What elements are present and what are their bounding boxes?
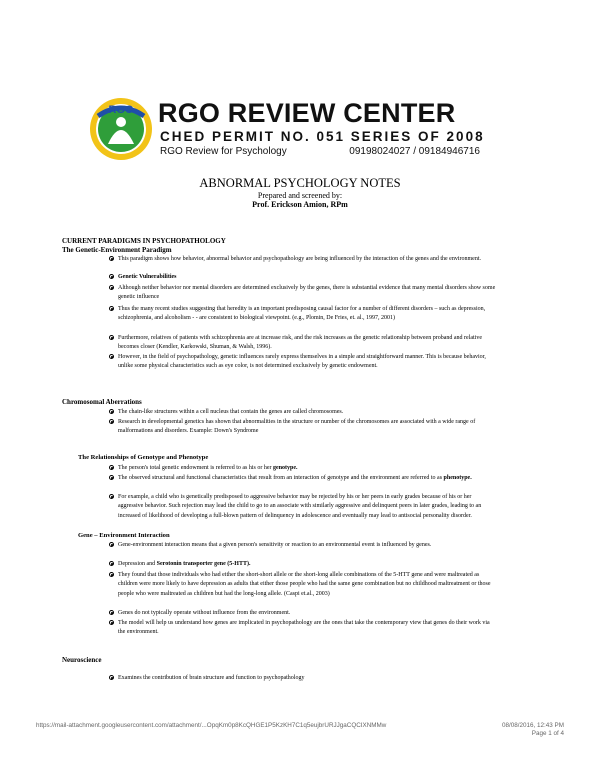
list-item: Genetic Vulnerabilities — [118, 273, 498, 282]
bullet-icon — [109, 610, 114, 615]
author-line: Prof. Erickson Amion, RPm — [252, 200, 348, 209]
brand-permit: CHED PERMIT NO. 051 SERIES OF 2008 — [160, 129, 485, 144]
footer-url: https://mail-attachment.googleusercontent.com/attachment/...OpqKm0p8KcQHGE1P5KzKH7C1q5eujbrURJJgaCQCIXNMMw — [36, 722, 387, 729]
genetic-environment-heading: The Genetic-Environment Paradigm — [62, 246, 172, 254]
list-item: Although neither behavior nor mental disorders are determined exclusively by the genes, there is substantial evidence that many mental disorders show some genetic influence — [118, 284, 498, 303]
list-item: The model will help us understand how genes are implicated in psychopathology are the ones that take the contemporary view that genes do their work via the environment. — [118, 619, 498, 638]
bullet-icon — [109, 675, 114, 680]
list-item: However, in the field of psychopathology, genetic influences rarely express themselves in a simple and straightforward manner. This is because behavior, unlike some physical characteristics such as eye color, is not determined exclusively by genetic endowment. — [118, 353, 498, 372]
brand-phones: 09198024027 / 09184946716 — [349, 146, 480, 157]
list-item: Furthermore, relatives of patients with schizophrenia are at increase risk, and the risk increases as the genetic relationship between proband and relative becomes closer (Kendler, Karkowski, Shuman, & Walsh, 1996). — [118, 334, 498, 353]
bullet-icon — [109, 475, 114, 480]
footer-datetime: 08/08/2016, 12:43 PM — [502, 722, 564, 729]
bullet-icon — [109, 285, 114, 290]
brand-logo — [88, 96, 488, 162]
footer-page-number: Page 1 of 4 — [531, 730, 564, 737]
bullet-icon — [109, 354, 114, 359]
list-item: Gene-environment interaction means that a given person's sensitivity or reaction to an environmental event is influenced by genes. — [118, 541, 498, 550]
list-item: Research in developmental genetics has shown that abnormalities in the structure or number of the chromosomes are associated with a wide range of malformations and disorders. Example: Down's Syndrome — [118, 418, 498, 437]
document-title: ABNORMAL PSYCHOLOGY NOTES — [199, 176, 401, 190]
list-item: For example, a child who is genetically predisposed to aggressive behavior may be rejected by his or her peers in early grades because of his or her aggressive behavior. Such rejection may lead the child to go to an associate with similarly aggressive and delinquent peers in later grades, leading to an increased of likelihood of developing a full-blown pattern of delinquency in adolescence and eventually may lead to antisocial personality disorder. — [118, 493, 498, 521]
list-item: This paradigm shows how behavior, abnormal behavior and psychopathology are being influenced by the interaction of the genes and the environment. — [118, 255, 498, 264]
emblem-text: RGO — [108, 104, 134, 116]
list-item: The observed structural and functional characteristics that result from an interaction of genotype and the environment are referred to as phenotype. — [118, 474, 498, 483]
rgo-emblem-icon — [88, 96, 154, 162]
bullet-icon — [109, 335, 114, 340]
bullet-icon — [109, 494, 114, 499]
neuroscience-heading: Neuroscience — [62, 656, 102, 664]
brand-subtitle-row — [160, 146, 480, 157]
chromosomal-heading: Chromosomal Aberrations — [62, 398, 142, 406]
bullet-icon — [109, 409, 114, 414]
genotype-phenotype-heading: The Relationships of Genotype and Phenotype — [78, 454, 209, 461]
list-item: Depression and Serotonin transporter gene (5-HTT). — [118, 560, 498, 569]
list-item: Examines the contribution of brain structure and function to psychopathology — [118, 674, 498, 683]
list-item: The chain-like structures within a cell nucleus that contain the genes are called chromosomes. — [118, 408, 498, 417]
gene-environment-heading: Gene – Environment Interaction — [78, 532, 170, 539]
bullet-icon — [109, 620, 114, 625]
list-item: Genes do not typically operate without influence from the environment. — [118, 609, 498, 618]
bullet-icon — [109, 572, 114, 577]
paradigms-heading: CURRENT PARADIGMS IN PSYCHOPATHOLOGY — [62, 237, 226, 245]
bullet-icon — [109, 306, 114, 311]
bullet-icon — [109, 561, 114, 566]
bullet-icon — [109, 256, 114, 261]
list-item: The person's total genetic endowment is referred to as his or her genotype. — [118, 464, 498, 473]
prepared-line: Prepared and screened by: — [257, 191, 343, 200]
bullet-icon — [109, 419, 114, 424]
list-item: Thus the many recent studies suggesting that heredity is an important predisposing causal factor for a number of different disorders – such as depression, schizophrenia, and alcoholism - - are consistent to biological viewpoint. (e.g., Plomin, De Fries, et. al., 1997, 2001) — [118, 305, 498, 324]
bullet-icon — [109, 274, 114, 279]
bullet-icon — [109, 542, 114, 547]
brand-title: RGO REVIEW CENTER — [158, 98, 456, 128]
bullet-icon — [109, 465, 114, 470]
brand-subtitle: RGO Review for Psychology — [160, 146, 287, 157]
list-item: They found that those individuals who had either the short-short allele or the short-long allele combinations of the 5-HTT gene and were maltreated as children were more likely to have depression as adults that either those people who had the same gene combination but no childhood maltreatment or those people who were maltreated as children but had the long-long allele. (Caspi et.al., 2003) — [118, 571, 498, 599]
